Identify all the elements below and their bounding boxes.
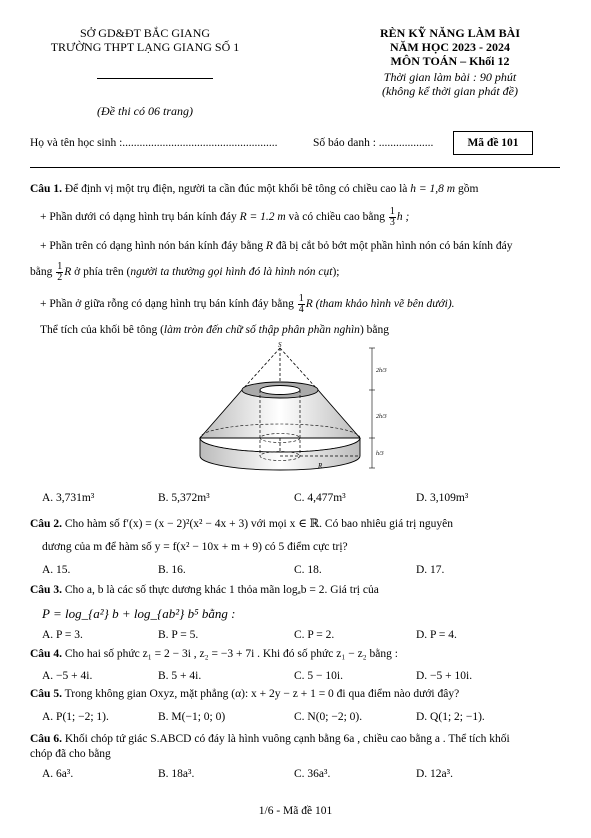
q5-stem xyxy=(30,688,459,700)
q2-choice-c[interactable]: C. 18. xyxy=(294,564,322,576)
q6-line2: chóp đã cho bằng xyxy=(30,748,111,760)
q1-b1-r: R = 1.2 m xyxy=(239,211,286,224)
q1-choice-c[interactable]: C. 4,477m³ xyxy=(294,492,346,504)
q1-b2-tail: đã bị cắt bỏ bớt một phần hình nón có bán kính đáy xyxy=(275,240,513,252)
q5-text: Trong không gian Oxyz, mặt phẳng (α): x + 2y − z + 1 = 0 đi qua điểm nào dưới đây? xyxy=(64,688,460,700)
q2-stem xyxy=(30,516,453,530)
dim-label-3: h/3 xyxy=(376,451,384,457)
q6-choice-c[interactable]: C. 36a³. xyxy=(294,768,331,780)
q1-b1-num: 1 xyxy=(389,206,395,217)
q1-b2-line2-italic: người ta thường gọi hình đó là hình nón cụt xyxy=(130,266,333,279)
exam-time-note: (không kể thời gian phát đề) xyxy=(381,84,519,98)
exam-time: Thời gian làm bài : 90 phút xyxy=(383,70,517,84)
q3-stem xyxy=(30,584,379,596)
q1-b1-text: + Phần dưới có dạng hình trụ bán kính đáy xyxy=(40,211,237,224)
q6-choice-b[interactable]: B. 18a³. xyxy=(158,768,195,780)
q2-line2: dương của m để hàm số y = f(x² − 10x + m + 9) có 5 điểm cực trị? xyxy=(42,541,348,553)
q4-choice-d[interactable]: D. −5 + 10i. xyxy=(416,670,473,682)
q4-text: Cho hai số phức z₁ = 2 − 3i , z₂ = −3 + 7i . Khi đó số phức z₁ − z₂ bằng : xyxy=(64,648,398,660)
q2-label: Câu 2. xyxy=(30,518,62,530)
q6-stem xyxy=(30,733,510,745)
q2-choice-d[interactable]: D. 17. xyxy=(416,564,445,576)
q1-b2-r: R xyxy=(265,240,273,252)
q6-choice-d[interactable]: D. 12a³. xyxy=(416,768,453,780)
q1-b2-pre: bằng xyxy=(30,266,53,279)
q1-b3-tail: R (tham khảo hình vẽ bên dưới). xyxy=(305,298,455,311)
q5-choice-b[interactable]: B. M(−1; 0; 0) xyxy=(158,711,226,723)
pages-note: (Đề thi có 06 trang) xyxy=(97,104,193,118)
q2-choice-a[interactable]: A. 15. xyxy=(42,564,71,576)
apex-label: S xyxy=(278,341,282,349)
q1-concrete-figure xyxy=(160,340,400,478)
q4-stem xyxy=(30,648,398,660)
q1-b1-tail: h ; xyxy=(396,211,410,224)
q1-ask: Thể tích của khối bê tông ( xyxy=(40,324,164,336)
q1-b3-num: 1 xyxy=(298,293,304,304)
q4-choice-a[interactable]: A. −5 + 4i. xyxy=(42,670,93,682)
q1-b2-num: 1 xyxy=(57,261,63,272)
q5-choice-c[interactable]: C. N(0; −2; 0). xyxy=(294,711,363,723)
q1-stem xyxy=(30,183,478,195)
q6-choice-a[interactable]: A. 6a³. xyxy=(42,768,74,780)
q1-b3-den: 4 xyxy=(298,304,304,315)
q1-b2-line2-end: ); xyxy=(332,266,340,279)
header-rule xyxy=(30,167,560,168)
radius-label: R xyxy=(318,462,323,470)
student-name-field: Họ và tên học sinh :...................................................... xyxy=(30,137,278,149)
q4-label: Câu 4. xyxy=(30,648,62,660)
hollow-top xyxy=(260,386,300,395)
q5-label: Câu 5. xyxy=(30,688,62,700)
q1-text-end: gồm xyxy=(457,183,479,195)
dept-name: SỞ GD&ĐT BẮC GIANG xyxy=(79,26,211,40)
q4-choice-c[interactable]: C. 5 − 10i. xyxy=(294,670,343,682)
q1-b2-den: 2 xyxy=(57,272,63,283)
q3-choice-d[interactable]: D. P = 4. xyxy=(416,629,457,641)
q1-b2-fraction xyxy=(56,262,63,283)
q1-label: Câu 1. xyxy=(30,183,62,195)
q1-b1-fraction xyxy=(389,207,396,228)
q3-choice-c[interactable]: C. P = 2. xyxy=(294,629,335,641)
q1-choice-d[interactable]: D. 3,109m³ xyxy=(416,492,469,504)
q3-choice-b[interactable]: B. P = 5. xyxy=(158,629,199,641)
q1-b3-text: + Phần ở giữa rỗng có dạng hình trụ bán kính đáy bằng xyxy=(40,298,294,311)
q1-bullet3 xyxy=(40,294,455,315)
q1-bullet1 xyxy=(40,207,409,228)
student-id-field: Số báo danh : ................... xyxy=(313,137,434,149)
school-year: NĂM HỌC 2023 - 2024 xyxy=(390,40,510,54)
q6-text: Khối chóp tứ giác S.ABCD có đáy là hình vuông cạnh bằng 6a , chiều cao bằng a . Thể tích khối xyxy=(64,733,510,745)
q1-b1-mid: và có chiều cao bằng xyxy=(288,211,385,224)
q1-ask-end: ) bằng xyxy=(359,324,389,336)
q5-choice-d[interactable]: D. Q(1; 2; −1). xyxy=(416,711,485,723)
q1-b3-fraction xyxy=(298,294,305,315)
q1-question xyxy=(40,324,389,336)
q2-text: Cho hàm số f′(x) = (x − 2)²(x² − 4x + 3) với mọi x ∈ ℝ. Có bao nhiêu giá trị nguyên xyxy=(64,518,453,530)
page-footer: 1/6 - Mã đề 101 xyxy=(258,805,333,817)
q3-line2: P = log_{a²} b + log_{ab²} b⁵ bằng : xyxy=(42,606,236,621)
q1-bullet2-line2 xyxy=(30,262,340,283)
q1-choice-a[interactable]: A. 3,731m³ xyxy=(42,492,95,504)
q3-label: Câu 3. xyxy=(30,584,62,596)
q1-text: Để định vị một trụ điện, người ta cần đúc một khối bê tông có chiều cao là xyxy=(64,183,408,195)
q1-choice-b[interactable]: B. 5,372m³ xyxy=(158,492,210,504)
dim-label-1: 2h/3 xyxy=(376,368,387,374)
school-name: TRƯỜNG THPT LẠNG GIANG SỐ 1 xyxy=(50,40,240,54)
q3-text: Cho a, b là các số thực dương khác 1 thỏa mãn logₐb = 2. Giá trị của xyxy=(64,584,379,596)
q2-choice-b[interactable]: B. 16. xyxy=(158,564,186,576)
dim-label-2: 2h/3 xyxy=(376,414,387,420)
q5-choice-a[interactable]: A. P(1; −2; 1). xyxy=(42,711,109,723)
q1-bullet2 xyxy=(40,240,513,252)
q3-choice-a[interactable]: A. P = 3. xyxy=(42,629,83,641)
q1-b2-line2-r: R xyxy=(64,266,72,279)
q4-choice-b[interactable]: B. 5 + 4i. xyxy=(158,670,202,682)
q1-ask-italic: làm tròn đến chữ số thập phân phần nghìn xyxy=(163,324,360,336)
subject: MÔN TOÁN – Khối 12 xyxy=(390,54,510,68)
exam-title: RÈN KỸ NĂNG LÀM BÀI xyxy=(379,26,520,40)
q1-b1-den: 3 xyxy=(389,217,395,228)
q1-b2-line2: ở phía trên ( xyxy=(74,266,131,279)
q6-label: Câu 6. xyxy=(30,733,62,745)
exam-code-box: Mã đề 101 xyxy=(453,131,533,155)
q1-height: h = 1,8 m xyxy=(410,183,456,195)
header-divider xyxy=(97,78,213,79)
q1-b2-text: + Phần trên có dạng hình nón bán kính đáy bằng xyxy=(40,240,264,252)
